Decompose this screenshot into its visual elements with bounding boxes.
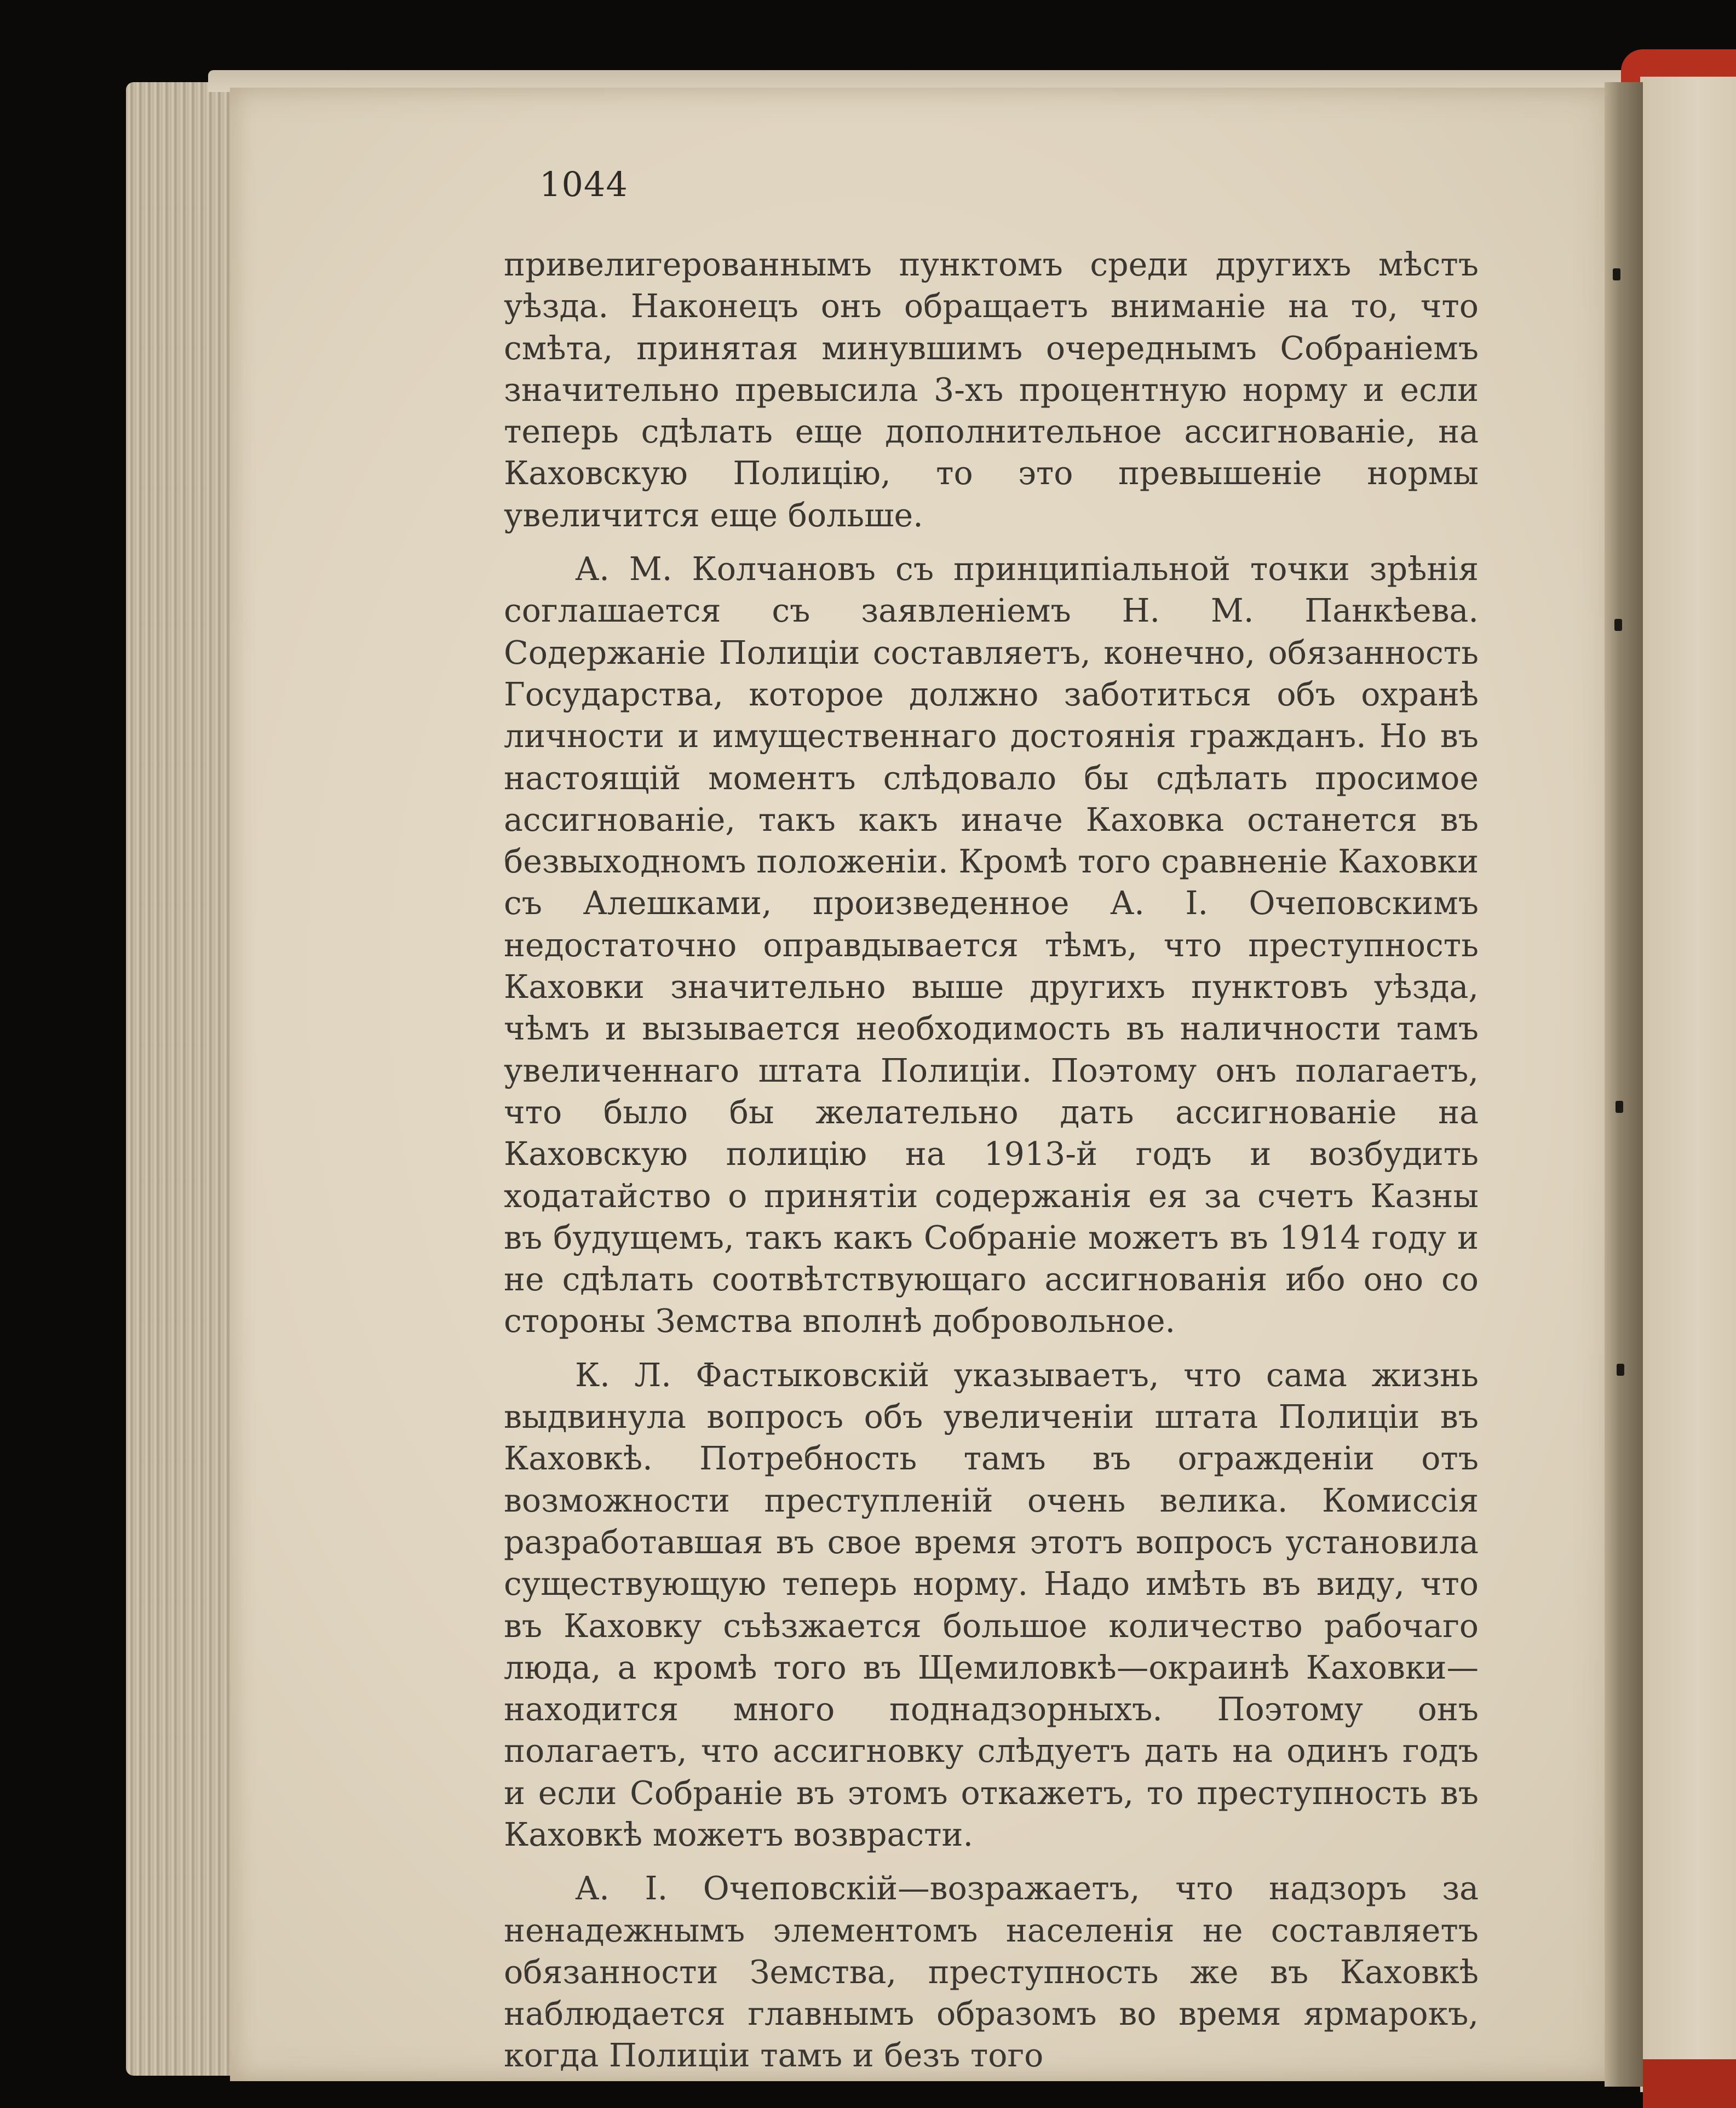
page-text <box>504 244 1479 2077</box>
paragraph: К. Л. Фастыковскій указываетъ, что сама жизнь выдвинула вопросъ объ увеличеніи штата Полиціи въ Каховкѣ. Потребность тамъ въ огражденіи отъ возможности преступленій очень велика. Комиссія разработавшая въ свое время этотъ вопросъ установила существующую теперь норму. Надо имѣть въ виду, что въ Каховку съѣзжается большое количество рабочаго люда, а кромѣ того въ Щемиловкѣ—окраинѣ Каховки—находится много поднадзорныхъ. Поэтому онъ полагаетъ, что ассигновку слѣдуетъ дать на одинъ годъ и если Собраніе въ этомъ откажетъ, то преступность въ Каховкѣ можетъ возврасти. <box>504 1356 1479 1853</box>
paragraph: А. М. Колчановъ съ принципіальной точки зрѣнія соглашается съ заявленіемъ Н. М. Панкѣева. Содержаніе Полиціи составляетъ, конечно, обязанность Государства, которое должно заботиться объ охранѣ личности и имущественнаго достоянія гражданъ. Но въ настоящій моментъ слѣдовало бы сдѣлать просимое ассигнованіе, такъ какъ иначе Каховка останется въ безвыходномъ положеніи. Кромѣ того сравненіе Каховки съ Алешками, произведенное А. І. Очеповскимъ недостаточно оправдывается тѣмъ, что преступность Каховки значительно выше другихъ пунктовъ уѣзда, чѣмъ и вызывается необходимость въ наличности тамъ увеличеннаго штата Полиціи. Поэтому онъ полагаетъ, что было бы желательно дать ассигнованіе на Каховскую полицію на 1913-й годъ и возбудить ходатайство о принятіи содержанія ея за счетъ Казны въ будущемъ, такъ какъ Собраніе можетъ въ 1914 году и не сдѣлать соотвѣтствующаго ассигнованія ибо оно со стороны Земства вполнѣ добровольное. <box>504 550 1479 1340</box>
gutter-mark <box>1614 619 1622 631</box>
paragraph: А. І. Очеповскій—возражаетъ, что надзоръ за ненадежнымъ элементомъ населенія не составляетъ обязанности Земства, преступность же въ Каховкѣ наблюдается главнымъ образомъ во время ярмарокъ, когда Полиціи тамъ и безъ того <box>504 1870 1479 2075</box>
facing-page <box>1640 77 1736 2092</box>
gutter-mark <box>1613 268 1620 280</box>
book-gutter <box>1605 82 1643 2087</box>
page-number: 1044 <box>539 164 628 204</box>
paragraph: привелигерованнымъ пунктомъ среди другихъ мѣстъ уѣзда. Наконецъ онъ обращаетъ вниманіе на то, что смѣта, принятая минувшимъ очереднымъ Собраніемъ значительно превысила 3-хъ процентную норму и если теперь сдѣлать еще дополнительное ассигнованіе, на Каховскую Полицію, то это превышеніе нормы увеличится еще больше. <box>504 246 1479 534</box>
red-book-edge-bottom <box>1643 2059 1736 2108</box>
gutter-mark <box>1616 1101 1623 1113</box>
gutter-mark <box>1617 1364 1624 1376</box>
